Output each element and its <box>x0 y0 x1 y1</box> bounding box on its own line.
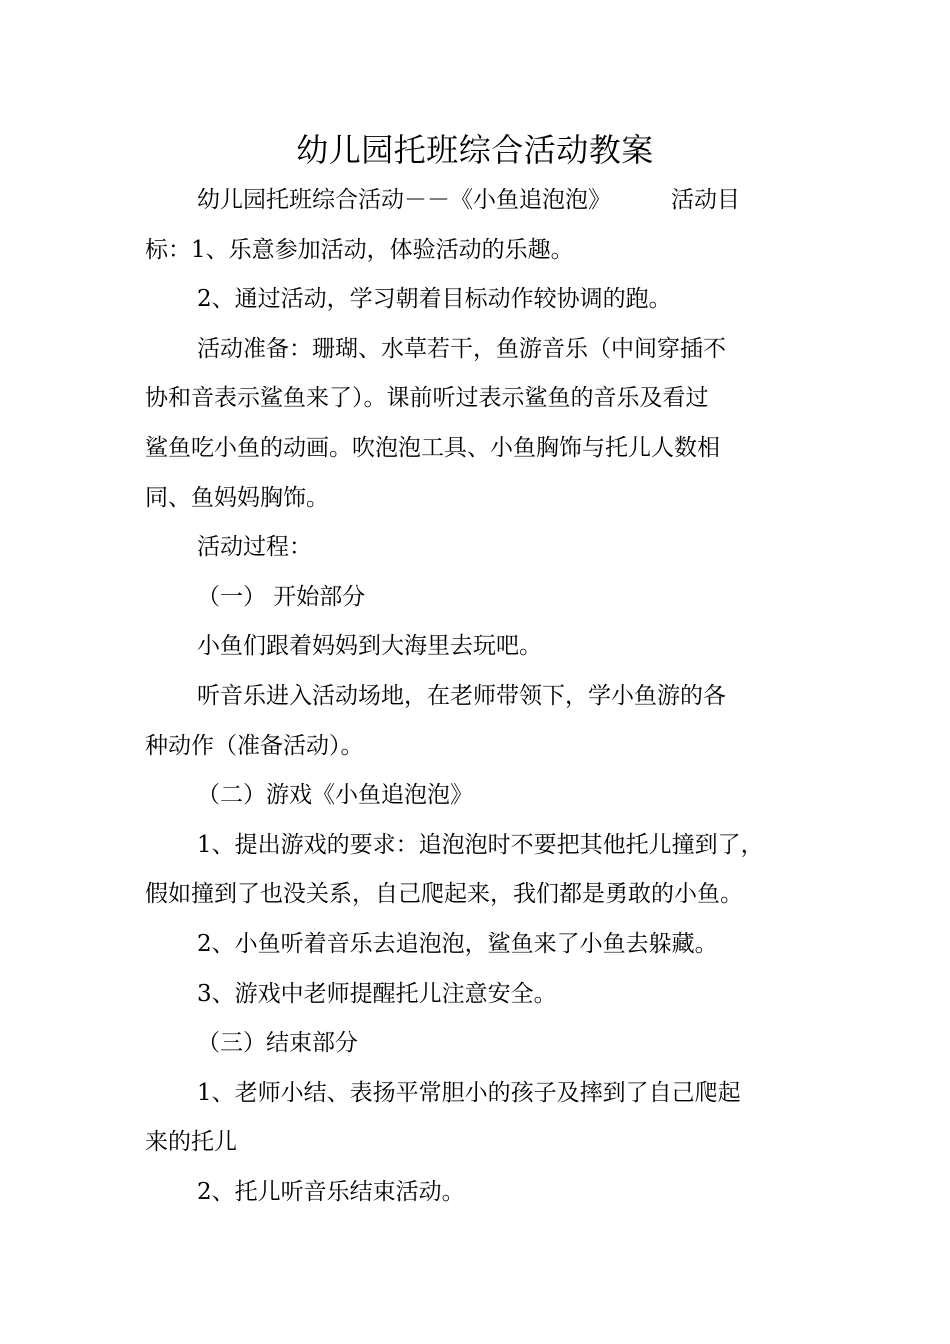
paragraph-line: （三）结束部分 <box>197 1030 358 1057</box>
line-text: 幼儿园托班综合活动－－《小鱼追泡泡》 <box>197 187 611 213</box>
paragraph-line: 来的托儿 <box>145 1129 237 1156</box>
paragraph-line: 同、鱼妈妈胸饰。 <box>145 484 329 511</box>
paragraph-line <box>145 176 810 226</box>
paragraph-line: 种动作（准备活动）。 <box>145 732 364 759</box>
paragraph-line: 假如撞到了也没关系，自己爬起来，我们都是勇敢的小鱼。 <box>145 881 743 908</box>
document-body <box>145 176 810 1217</box>
paragraph-line: 协和音表示鲨鱼来了）。课前听过表示鲨鱼的音乐及看过 <box>145 385 709 412</box>
line-text: 活动目 <box>671 187 740 213</box>
paragraph-line: 1、提出游戏的要求：追泡泡时不要把其他托儿撞到了， <box>197 831 764 858</box>
paragraph-line: 1、老师小结、表扬平常胆小的孩子及摔到了自己爬起 <box>197 1079 741 1106</box>
document-title: 幼儿园托班综合活动教案 <box>296 131 654 169</box>
paragraph-line: 活动准备：珊瑚、水草若干，鱼游音乐（中间穿插不 <box>197 335 726 362</box>
paragraph-line: 2、小鱼听着音乐去追泡泡，鲨鱼来了小鱼去躲藏。 <box>197 930 718 957</box>
paragraph-line: 2、托儿听音乐结束活动。 <box>197 1178 465 1205</box>
paragraph-line: 鲨鱼吃小鱼的动画。吹泡泡工具、小鱼胸饰与托儿人数相 <box>145 434 720 461</box>
paragraph-line: 活动过程： <box>197 534 312 561</box>
paragraph-line: 听音乐进入活动场地，在老师带领下，学小鱼游的各 <box>197 682 726 709</box>
paragraph-line: 小鱼们跟着妈妈到大海里去玩吧。 <box>197 633 542 660</box>
paragraph-line: 2、通过活动，学习朝着目标动作较协调的跑。 <box>197 286 672 313</box>
paragraph-line: （二）游戏《小鱼追泡泡》 <box>197 782 473 809</box>
paragraph-line: 3、游戏中老师提醒托儿注意安全。 <box>197 980 557 1007</box>
paragraph-line: 标：1、乐意参加活动，体验活动的乐趣。 <box>145 236 574 263</box>
paragraph-line: （一） 开始部分 <box>197 583 366 610</box>
